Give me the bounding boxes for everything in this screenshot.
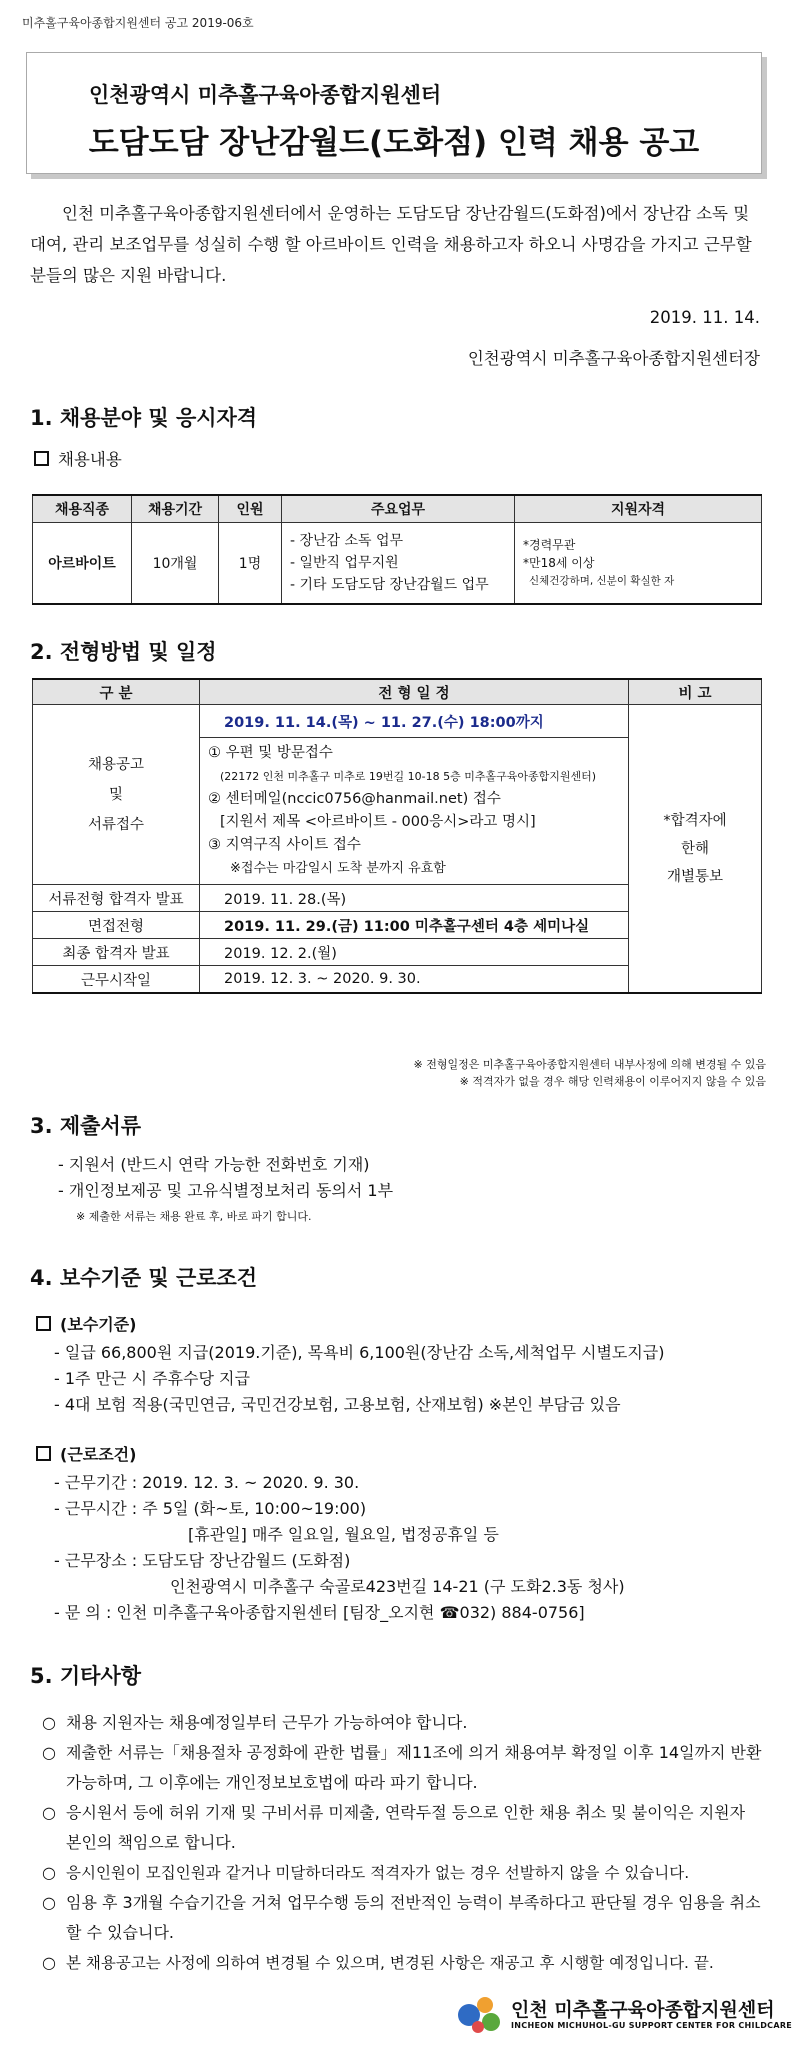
duties-cell [282, 523, 515, 605]
schedule-footnote: ※ 전형일정은 미추홀구육아종합지원센터 내부사정에 의해 변경될 수 있음 [413, 1058, 766, 1071]
intro-paragraph: 인천 미추홀구육아종합지원센터에서 운영하는 도담도담 장난감월드(도화점)에서 장난감 소독 및 대여, 관리 보조업무를 성실히 수행 할 아르바이트 인력을 채용하고자 하오니 사명감을 가지고 근무할 분들의 많은 지원 바랍니다. [30, 204, 752, 285]
apply-line: (22172 인천 미추홀구 미추로 19번길 10-18 5층 미추홀구육아종합지원센터) [220, 770, 597, 783]
table-row [33, 705, 762, 738]
qual-item: *만18세 이상 [523, 556, 595, 570]
table-row [33, 523, 762, 605]
duty-item: - 일반직 업무지원 [290, 555, 399, 571]
circle-bullet-icon: ○ [42, 1893, 56, 1912]
row-label: 면접전형 [33, 912, 200, 939]
section-1-sub [34, 446, 122, 470]
recruitment-table [32, 494, 762, 605]
logo-red-shape [472, 2021, 484, 2033]
pay-item: - 일급 66,800원 지급(2019.기준), 목욕비 6,100원(장난감 소독,세척업무 시별도지급) [54, 1343, 665, 1362]
center-logo [455, 1993, 793, 2039]
misc-item [42, 1708, 762, 1738]
job-cell: 아르바이트 [33, 523, 132, 605]
row-value: 2019. 11. 29.(금) 11:00 미추홀구센터 4층 세미나실 [200, 912, 629, 939]
misc-text: 임용 후 3개월 수습기간을 거쳐 업무수행 등의 전반적인 능력이 부족하다고 판단될 경우 임용을 취소할 수 있습니다. [66, 1893, 761, 1942]
table-header: 비 고 [629, 679, 762, 705]
document-note: ※ 제출한 서류는 채용 완료 후, 바로 파기 합니다. [76, 1210, 312, 1223]
apply-method-cell [200, 738, 629, 885]
misc-text: 본 채용공고는 사정에 의하여 변경될 수 있으며, 변경된 사항은 재공고 후 시행할 예정입니다. 끝. [66, 1954, 714, 1972]
circle-bullet-icon: ○ [42, 1953, 56, 1972]
duty-item: - 장난감 소독 업무 [290, 533, 404, 549]
misc-text: 응시인원이 모집인원과 같거나 미달하더라도 적격자가 없는 경우 선발하지 않을 수 있습니다. [66, 1864, 690, 1882]
condition-item: - 근무장소 : 도담도담 장난감월드 (도화점) [54, 1551, 351, 1570]
row-value: 2019. 12. 2.(월) [200, 939, 629, 966]
note-line: *합격자에 [663, 812, 727, 829]
row-value: 2019. 12. 3. ~ 2020. 9. 30. [200, 966, 629, 994]
org-title: 인천광역시 미추홀구육아종합지원센터 [89, 83, 442, 107]
period-cell: 10개월 [132, 523, 219, 605]
notice-date: 2019. 11. 14. [649, 308, 760, 327]
row-label: 서류전형 합격자 발표 [33, 885, 200, 912]
apply-line: ② 센터메일(nccic0756@hanmail.net) 접수 [208, 791, 501, 807]
table-header: 지원자격 [515, 495, 762, 523]
note-line: 한해 [680, 840, 709, 857]
qualifications-cell [515, 523, 762, 605]
qual-item: *경력무관 [523, 538, 576, 552]
row-label: 최종 합격자 발표 [33, 939, 200, 966]
apply-line: ※접수는 마감일시 도착 분까지 유효함 [230, 861, 446, 876]
pay-item: - 1주 만근 시 주휴수당 지급 [54, 1369, 250, 1388]
document-item: - 개인정보제공 및 고유식별정보처리 동의서 1부 [58, 1181, 394, 1200]
misc-text: 채용 지원자는 채용예정일부터 근무가 가능하여야 합니다. [66, 1713, 468, 1732]
conditions-title-text: (근로조건) [60, 1445, 137, 1464]
apply-period: 2019. 11. 14.(목) ~ 11. 27.(수) 18:00까지 [224, 714, 544, 731]
apply-line: ③ 지역구직 사이트 접수 [208, 837, 361, 853]
apply-label: 서류접수 [87, 816, 145, 833]
schedule-footnote: ※ 적격자가 없을 경우 해당 인력채용이 이루어지지 않을 수 있음 [459, 1075, 766, 1088]
logo-orange-shape [477, 1997, 493, 2013]
circle-bullet-icon: ○ [42, 1713, 56, 1732]
circle-bullet-icon: ○ [42, 1743, 56, 1762]
conditions-title [36, 1442, 136, 1465]
apply-line: ① 우편 및 방문접수 [208, 745, 333, 761]
condition-item: - 근무기간 : 2019. 12. 3. ~ 2020. 9. 30. [54, 1473, 360, 1492]
title-box [26, 52, 762, 174]
condition-item: [휴관일] 매주 일요일, 월요일, 법정공휴일 등 [188, 1525, 499, 1544]
section-5-heading: 5. 기타사항 [30, 1664, 142, 1688]
table-header-row [33, 679, 762, 705]
row-label: 근무시작일 [33, 966, 200, 994]
circle-bullet-icon: ○ [42, 1863, 56, 1882]
square-bullet-icon [34, 451, 49, 466]
pay-title [36, 1312, 136, 1335]
duty-item: - 기타 도담도담 장난감월드 업무 [290, 577, 489, 593]
logo-text: 인천 미추홀구육아종합지원센터 [511, 1999, 775, 2021]
sub-label: 채용내용 [58, 450, 122, 469]
notice-number: 미추홀구육아종합지원센터 공고 2019-06호 [22, 16, 254, 30]
section-2-heading: 2. 전형방법 및 일정 [30, 640, 217, 664]
table-header: 주요업무 [282, 495, 515, 523]
misc-item [42, 1948, 762, 1978]
table-header: 채용기간 [132, 495, 219, 523]
misc-item [42, 1738, 762, 1798]
section-1-heading: 1. 채용분야 및 응시자격 [30, 406, 258, 430]
table-header: 인원 [219, 495, 282, 523]
main-title: 도담도담 장난감월드(도화점) 인력 채용 공고 [88, 125, 700, 161]
square-bullet-icon [36, 1316, 51, 1331]
square-bullet-icon [36, 1446, 51, 1461]
misc-item [42, 1888, 762, 1948]
row-value: 2019. 11. 28.(목) [200, 885, 629, 912]
logo-subtext: INCHEON MICHUHOL-GU SUPPORT CENTER FOR CHILDCARE [511, 2021, 793, 2030]
document-item: - 지원서 (반드시 연락 가능한 전화번호 기재) [58, 1155, 370, 1174]
section-3-heading: 3. 제출서류 [30, 1114, 142, 1138]
table-header: 채용직종 [33, 495, 132, 523]
section-4-heading: 4. 보수기준 및 근로조건 [30, 1266, 258, 1290]
misc-text: 응시원서 등에 허위 기재 및 구비서류 미제출, 연락두절 등으로 인한 채용 취소 및 불이익은 지원자 본인의 책임으로 합니다. [66, 1803, 746, 1852]
qual-item: 신체건강하며, 신분이 확실한 자 [529, 575, 675, 587]
misc-item [42, 1798, 762, 1858]
misc-text: 제출한 서류는「채용절차 공정화에 관한 법률」제11조에 의거 채용여부 확정일 이후 14일까지 반환 가능하며, 그 이후에는 개인정보보호법에 따라 파기 합니다. [66, 1743, 762, 1792]
table-header: 구 분 [33, 679, 200, 705]
apply-label: 및 [108, 786, 123, 803]
apply-label-cell [33, 705, 200, 885]
table-header-row [33, 495, 762, 523]
logo-green-shape [482, 2013, 500, 2031]
circle-bullet-icon: ○ [42, 1803, 56, 1822]
note-cell [629, 705, 762, 994]
logo-mark-icon [455, 1993, 505, 2035]
condition-item: - 문 의 : 인천 미추홀구육아종합지원센터 [팀장_오지현 ☎032) 884-0756] [54, 1603, 585, 1622]
misc-item [42, 1858, 762, 1888]
table-header: 전 형 일 정 [200, 679, 629, 705]
apply-label: 채용공고 [87, 756, 145, 773]
signer: 인천광역시 미추홀구육아종합지원센터장 [467, 349, 760, 368]
count-cell: 1명 [219, 523, 282, 605]
pay-item: - 4대 보험 적용(국민연금, 국민건강보험, 고용보험, 산재보험) ※본인 부담금 있음 [54, 1395, 621, 1414]
apply-period-cell [200, 705, 629, 738]
schedule-table [32, 678, 762, 994]
apply-line: [지원서 제목 <아르바이트 - 000응시>라고 명시] [220, 814, 536, 830]
pay-title-text: (보수기준) [60, 1315, 137, 1334]
condition-item: - 근무시간 : 주 5일 (화~토, 10:00~19:00) [54, 1499, 367, 1518]
note-line: 개별통보 [666, 868, 724, 885]
condition-item: 인천광역시 미추홀구 숙골로423번길 14-21 (구 도화2.3동 청사) [170, 1577, 625, 1596]
